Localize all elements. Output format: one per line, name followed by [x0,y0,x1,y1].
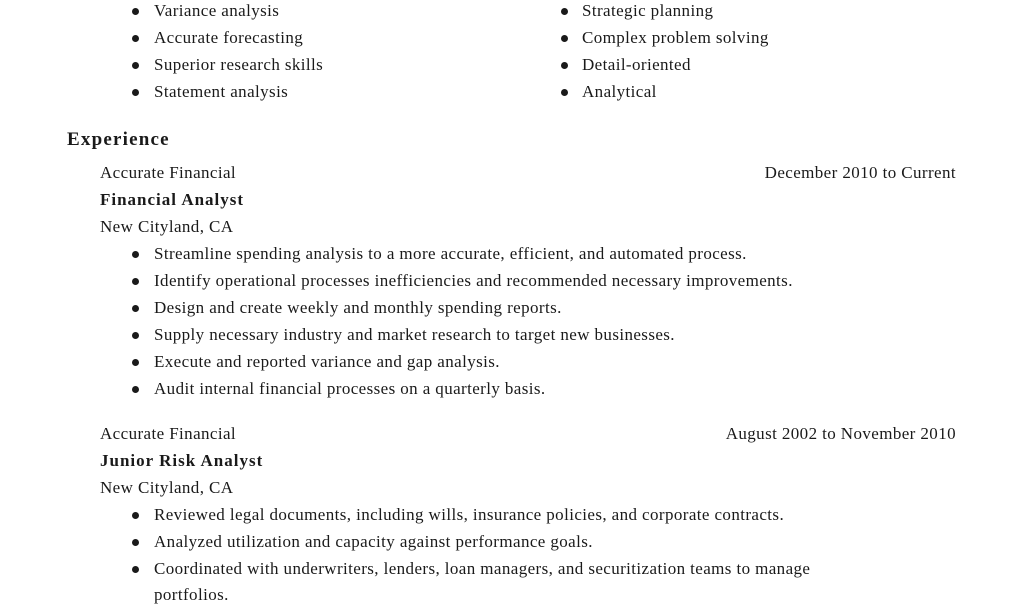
bullet-icon [132,62,139,69]
bullet-icon [132,539,139,546]
job-bullet: Design and create weekly and monthly spending reports. [154,298,562,317]
skill-item: Analytical [582,82,657,101]
bullet-icon [132,512,139,519]
job-title: Financial Analyst [100,190,245,209]
bullet-icon [132,251,139,258]
bullet-icon [132,278,139,285]
job-dates: December 2010 to Current [764,163,956,182]
bullet-icon [132,8,139,15]
job-bullet: Reviewed legal documents, including wills, insurance policies, and corporate contracts. [154,505,785,524]
job-dates: August 2002 to November 2010 [725,424,956,443]
job-bullet: Coordinated with underwriters, lenders, loan managers, and securitization teams to manage [154,559,811,578]
bullet-icon [132,386,139,393]
skill-item: Detail-oriented [582,55,691,74]
bullet-icon [132,566,139,573]
skill-item: Accurate forecasting [154,28,304,47]
job-bullet-continuation: portfolios. [154,585,229,604]
skill-item: Variance analysis [154,1,280,20]
bullet-icon [132,89,139,96]
job-bullet: Audit internal financial processes on a quarterly basis. [154,379,546,398]
company-name: Accurate Financial [100,163,237,182]
bullet-icon [561,89,568,96]
bullet-icon [132,332,139,339]
company-name: Accurate Financial [100,424,237,443]
job-location: New Cityland, CA [100,217,234,236]
job-bullet: Analyzed utilization and capacity against performance goals. [154,532,593,551]
job-bullet: Identify operational processes inefficiencies and recommended necessary improvements. [154,271,793,290]
skill-item: Complex problem solving [582,28,769,47]
job-bullet: Execute and reported variance and gap analysis. [154,352,500,371]
skill-item: Strategic planning [582,1,714,20]
job-bullet: Streamline spending analysis to a more accurate, efficient, and automated process. [154,244,747,263]
skill-item: Superior research skills [154,55,324,74]
bullet-icon [132,359,139,366]
job-location: New Cityland, CA [100,478,234,497]
bullet-icon [132,305,139,312]
bullet-icon [561,35,568,42]
bullet-icon [561,8,568,15]
bullet-icon [132,35,139,42]
skill-item: Statement analysis [154,82,289,101]
bullet-icon [561,62,568,69]
section-heading-experience: Experience [67,129,170,150]
job-bullet: Supply necessary industry and market research to target new businesses. [154,325,675,344]
job-title: Junior Risk Analyst [100,451,264,470]
